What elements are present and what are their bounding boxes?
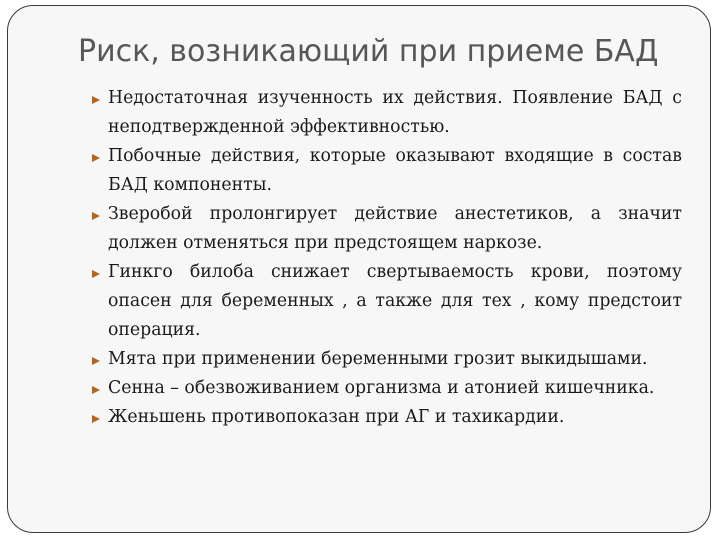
slide-frame xyxy=(7,5,711,533)
triangle-bullet-icon xyxy=(92,415,100,423)
triangle-bullet-icon xyxy=(92,357,100,365)
triangle-bullet-icon xyxy=(92,96,100,104)
bullet-item xyxy=(92,345,682,374)
triangle-bullet-icon xyxy=(92,386,100,394)
bullet-text: Женьшень противопоказан при АГ и тахикардии. xyxy=(108,407,565,427)
bullet-list xyxy=(92,84,682,432)
triangle-bullet-icon xyxy=(92,270,100,278)
bullet-text: Побочные действия, которые оказывают входящие в состав БАД компоненты. xyxy=(108,146,682,195)
bullet-text: Зверобой пролонгирует действие анестетиков, а значит должен отменяться при предстоящем наркозе. xyxy=(108,204,682,253)
bullet-item xyxy=(92,84,682,142)
bullet-item xyxy=(92,258,682,345)
bullet-item xyxy=(92,142,682,200)
bullet-text: Мята при применении беременными грозит выкидышами. xyxy=(108,349,648,369)
bullet-text: Гинкго билоба снижает свертываемость крови, поэтому опасен для беременных , а также для тех , кому предстоит операция. xyxy=(108,262,682,340)
slide-title: Риск, возникающий при приеме БАД xyxy=(78,34,659,69)
triangle-bullet-icon xyxy=(92,154,100,162)
triangle-bullet-icon xyxy=(92,212,100,220)
bullet-text: Сенна – обезвоживанием организма и атонией кишечника. xyxy=(108,378,655,398)
bullet-text: Недостаточная изученность их действия. Появление БАД с неподтвержденной эффективностью. xyxy=(108,88,682,137)
bullet-item xyxy=(92,200,682,258)
bullet-item xyxy=(92,374,682,403)
bullet-item xyxy=(92,403,682,432)
